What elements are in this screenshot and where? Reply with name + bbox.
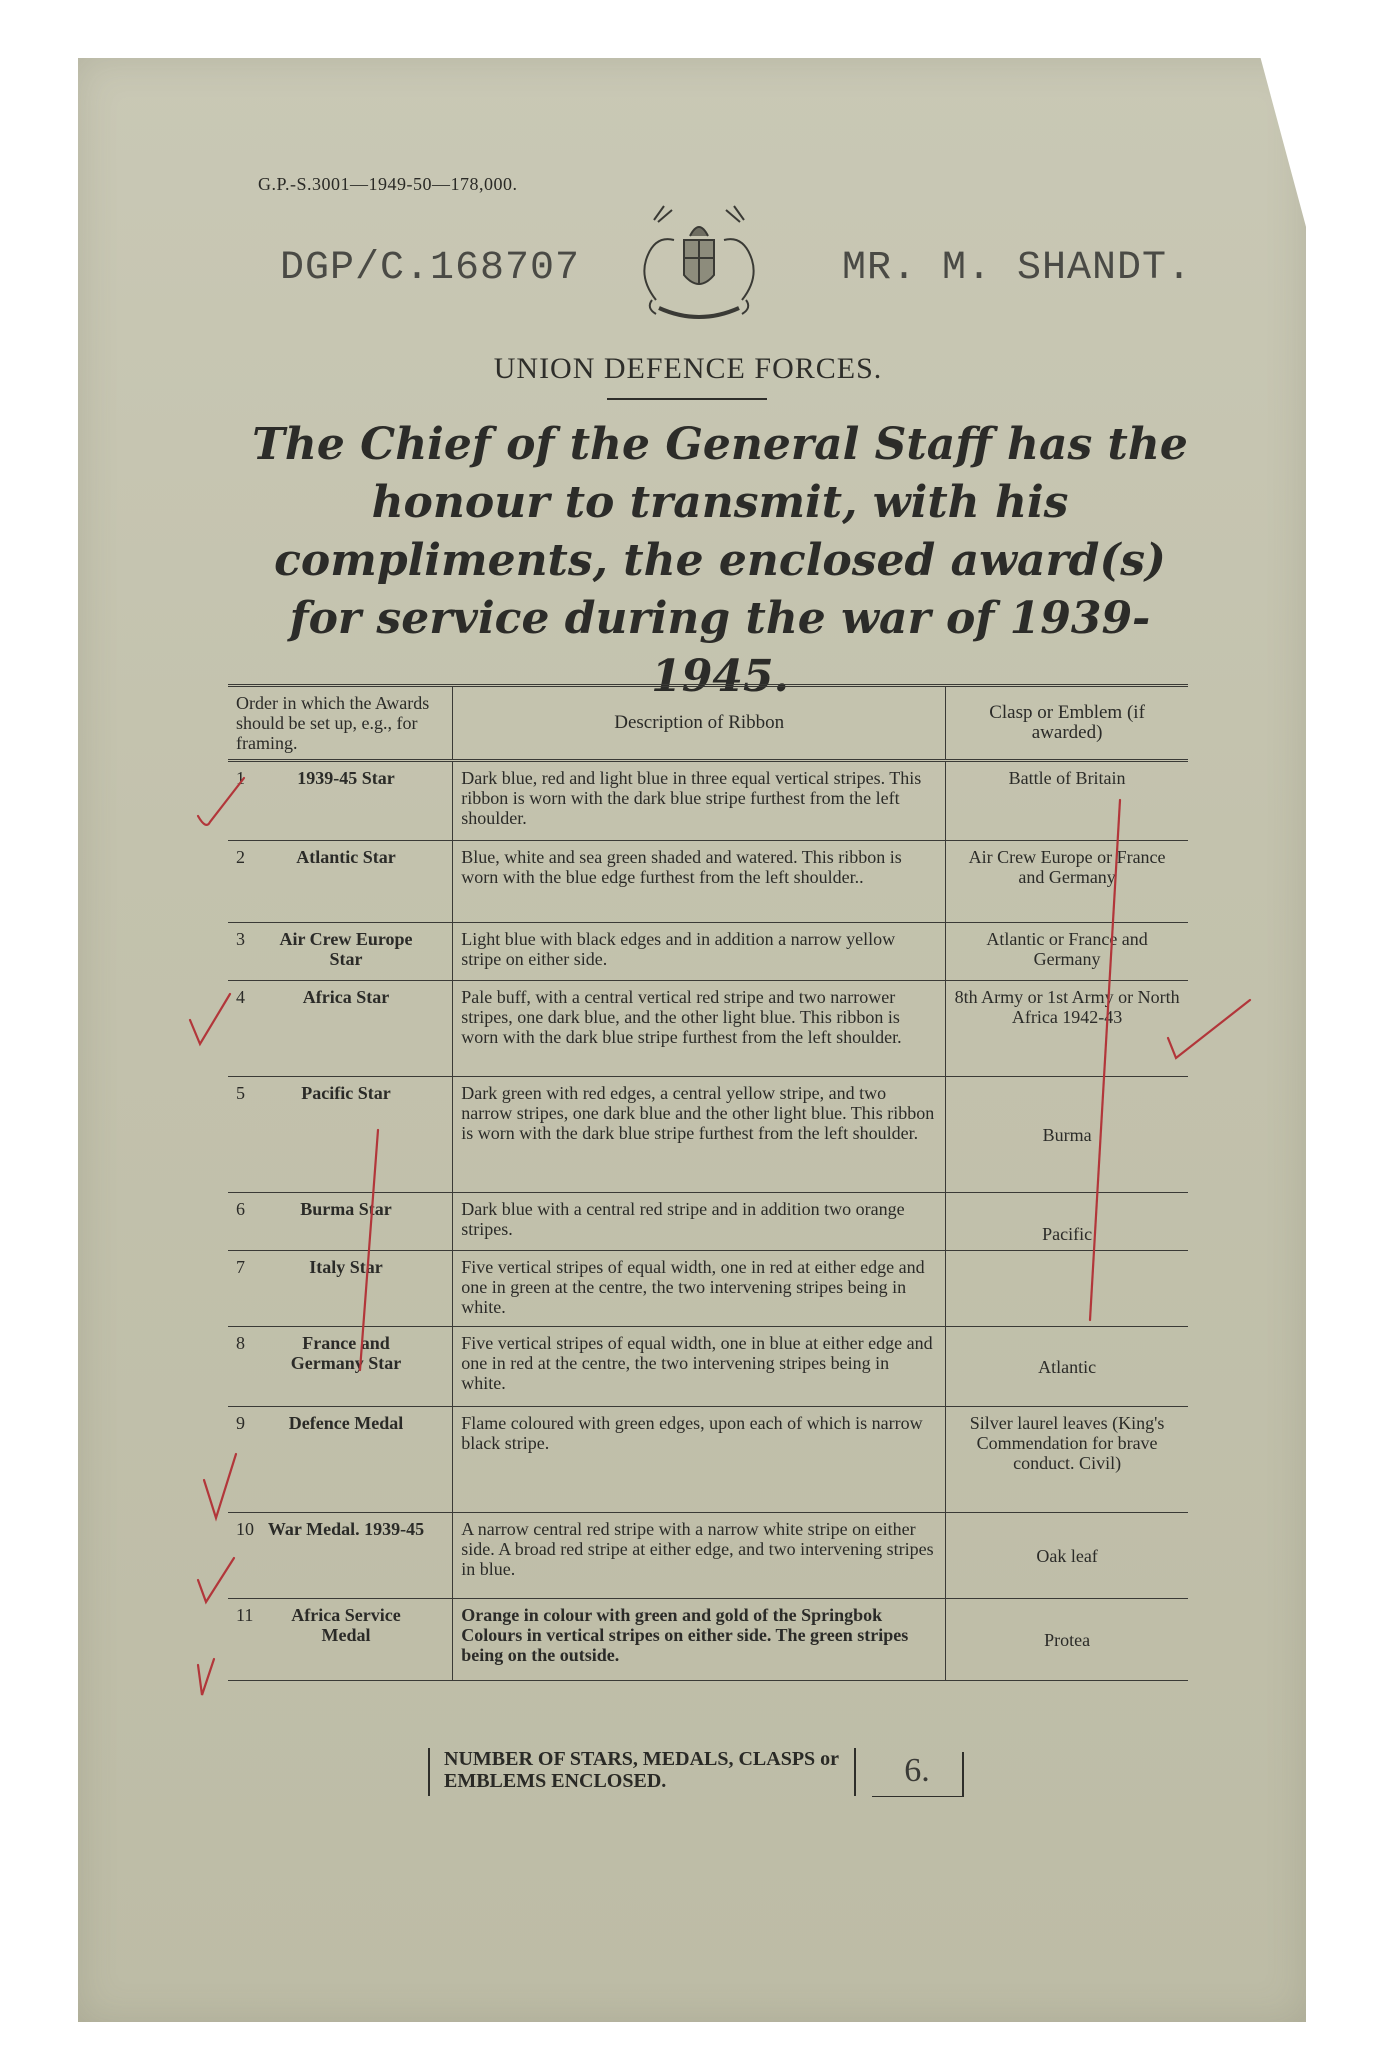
enclosed-count-value: 6. <box>872 1752 964 1797</box>
ribbon-description: Five vertical stripes of equal width, one in red at either edge and one in green at the centre, the two intervening stripes being in white. <box>453 1251 946 1327</box>
ribbon-description: Pale buff, with a central vertical red stripe and two narrower stripes, one dark blue, and the other light blue. This ribbon is worn with the dark blue stripe furthest from the left shoulder. <box>453 981 946 1077</box>
award-name: Italy Star <box>309 1257 383 1277</box>
award-name: Atlantic Star <box>296 847 396 867</box>
row-number: 9 <box>236 1413 245 1433</box>
row-number: 2 <box>236 847 245 867</box>
table-row <box>228 841 1188 923</box>
row-number: 4 <box>236 987 245 1007</box>
reference-number: DGP/C.168707 <box>280 246 581 291</box>
intro-statement: The Chief of the General Staff has the honour to transmit, with his compliments, the enclosed award(s) for service during the war of 1939-1945. <box>252 419 1188 702</box>
table-row <box>228 923 1188 981</box>
enclosed-count-label: NUMBER OF STARS, MEDALS, CLASPS or EMBLEMS ENCLOSED. <box>428 1748 856 1796</box>
row-number: 3 <box>236 929 245 949</box>
header-description: Description of Ribbon <box>453 686 946 761</box>
print-code: G.P.-S.3001—1949-50—178,000. <box>258 174 518 194</box>
title-underline <box>607 398 767 400</box>
table-row <box>228 1599 1188 1681</box>
page-title: UNION DEFENCE FORCES. <box>493 352 883 385</box>
clasp-emblem: Atlantic or France and Germany <box>946 923 1188 981</box>
clasp-emblem: Battle of Britain <box>946 761 1188 841</box>
ribbon-description: Dark blue with a central red stripe and in addition two orange stripes. <box>453 1193 946 1251</box>
award-name: War Medal. 1939-45 <box>267 1519 425 1539</box>
clasp-emblem: Protea <box>946 1599 1188 1681</box>
recipient-name: MR. M. SHANDT. <box>842 246 1193 291</box>
ribbon-description: Flame coloured with green edges, upon each of which is narrow black stripe. <box>453 1407 946 1513</box>
ribbon-description: Dark blue, red and light blue in three equal vertical stripes. This ribbon is worn with the dark blue stripe furthest from the left shoulder. <box>453 761 946 841</box>
award-name: Burma Star <box>300 1199 392 1219</box>
clasp-emblem <box>946 1251 1188 1327</box>
ribbon-description: Blue, white and sea green shaded and watered. This ribbon is worn with the blue edge furthest from the left shoulder.. <box>453 841 946 923</box>
table-row <box>228 1077 1188 1193</box>
clasp-emblem: Air Crew Europe or France and Germany <box>946 841 1188 923</box>
row-number: 11 <box>236 1605 254 1625</box>
ribbon-description: A narrow central red stripe with a narrow white stripe on either side. A broad red stripe at either edge, and two intervening stripes in blue. <box>453 1513 946 1599</box>
table-row <box>228 1513 1188 1599</box>
table-row <box>228 981 1188 1077</box>
clasp-emblem: Oak leaf <box>946 1513 1188 1599</box>
table-row <box>228 1407 1188 1513</box>
clasp-emblem: 8th Army or 1st Army or North Africa 1942-43 <box>946 981 1188 1077</box>
award-name: Africa Service Medal <box>291 1605 401 1645</box>
award-name: France and Germany Star <box>290 1333 402 1373</box>
row-number: 8 <box>236 1333 245 1353</box>
table-row <box>228 1193 1188 1251</box>
ribbon-description: Dark green with red edges, a central yellow stripe, and two narrow stripes, one dark blue and the other light blue. This ribbon is worn with the dark blue stripe furthest from the left shoulder. <box>453 1077 946 1193</box>
table-row <box>228 761 1188 841</box>
table-row <box>228 1327 1188 1407</box>
ribbon-description: Light blue with black edges and in addition a narrow yellow stripe on either side. <box>453 923 946 981</box>
clasp-emblem: Silver laurel leaves (King's Commendation for brave conduct. Civil) <box>946 1407 1188 1513</box>
award-name: Pacific Star <box>301 1083 391 1103</box>
clasp-emblem: Atlantic <box>946 1327 1188 1407</box>
row-number: 10 <box>236 1519 254 1539</box>
row-number: 5 <box>236 1083 245 1103</box>
row-number: 7 <box>236 1257 245 1277</box>
table-row <box>228 1251 1188 1327</box>
ribbon-description: Five vertical stripes of equal width, one in blue at either edge and one in red at the centre, the two intervening stripes being in white. <box>453 1327 946 1407</box>
ribbon-description: Orange in colour with green and gold of the Springbok Colours in vertical stripes on either side. The green stripes being on the outside. <box>453 1599 946 1681</box>
coat-of-arms-icon <box>614 200 784 330</box>
award-name: 1939-45 Star <box>297 768 395 788</box>
row-number: 6 <box>236 1199 245 1219</box>
header-order: Order in which the Awards should be set up, e.g., for framing. <box>228 686 453 761</box>
clasp-emblem: Burma <box>946 1077 1188 1193</box>
header-clasp: Clasp or Emblem (if awarded) <box>946 686 1188 761</box>
award-name: Defence Medal <box>288 1413 404 1433</box>
award-name: Air Crew Europe Star <box>279 929 413 969</box>
award-name: Africa Star <box>302 987 390 1007</box>
clasp-emblem: Pacific <box>946 1193 1188 1251</box>
row-number: 1 <box>236 768 245 788</box>
awards-table <box>228 684 1188 1681</box>
